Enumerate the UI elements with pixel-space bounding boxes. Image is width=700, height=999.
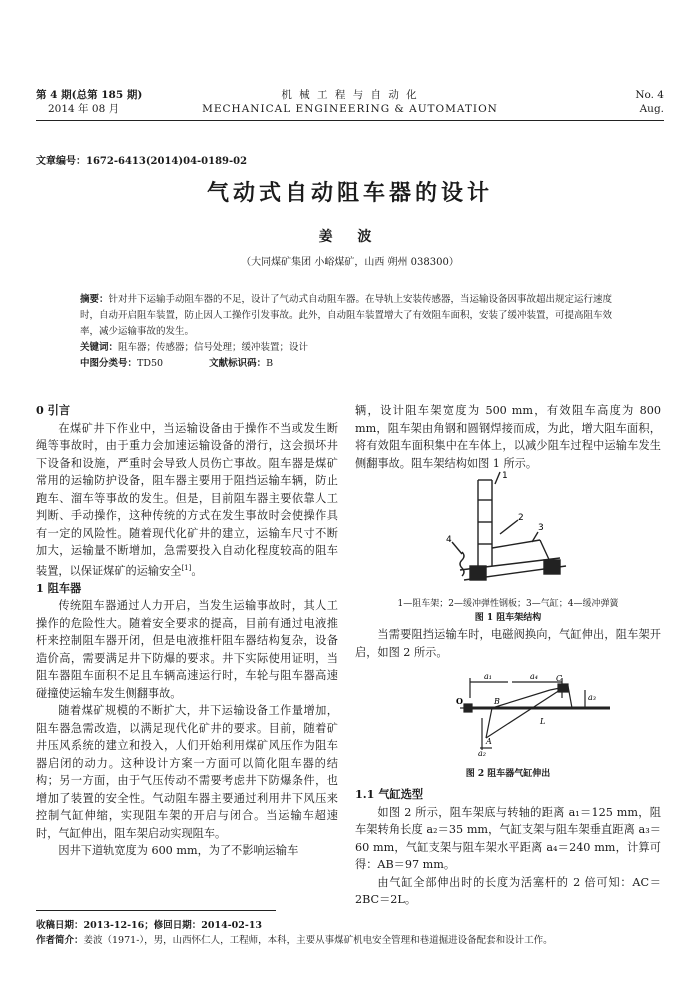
right-column-bottom: [355, 786, 661, 909]
issue-no-en: No. 4: [635, 89, 664, 101]
section-0-paragraph: 在煤矿井下作业中，当运输设备由于操作不当或发生断绳等事故时，由于重力会加速运输设备的滑行，这会损坏井下设备和设施，严重时会导致人员伤亡事故。阻车器是煤矿常用的运输防护设备，阻车器主要用于阻挡运输车辆，防止跑车、溜车等事故的发生。但是，目前阻车器主要依靠人工判断、手动操作，这种传统的方式在发生事故时会使操作具有一定的风险性。随着现代化矿井的建立，运输车尺寸不断加大，运输量不断增加，急需要投入自动化程度较高的阻车装置，以保证煤矿的运输安全[1]。: [36, 421, 338, 578]
fig2-label-B: B: [494, 697, 500, 706]
fig2-label-a1: a₁: [484, 672, 492, 681]
clc: TD50: [137, 358, 164, 369]
fig1-label-3: 3: [538, 523, 544, 533]
abstract-label: 摘要：: [80, 294, 109, 305]
fig2-label-A: A: [486, 737, 492, 746]
left-column: [36, 402, 338, 860]
right-column-top: [355, 402, 661, 472]
section-1-paragraph-2: 随着煤矿规模的不断扩大，井下运输设备工作量增加，阻车器急需改造，以满足现代化矿井的要求。目前，随着矿井压风系统的建立和投入，人们开始利用煤矿风压作为阻车器启闭的动力。这种设计方案一方面可以简化阻车器的结构；另一方面，由于气压传动不需要考虑井下防爆条件，也增加了装置的安全性。气动阻车器主要通过利用井下风压来控制气缸伸缩，实现阻车架的开启与闭合。当运输车超速时，气缸伸出，阻车架启动实现阻车。: [36, 704, 338, 840]
author-bio: 作者简介：姜波（1971-），男，山西怀仁人，工程师，本科，主要从事煤矿机电安全管理和巷道掘进设备配套和设计工作。: [36, 935, 553, 946]
fig2-label-a3: a₃: [588, 693, 596, 702]
right-column-middle: [355, 626, 661, 661]
fig1-label-2: 2: [518, 513, 524, 523]
section-1-heading: 1 阻车器: [36, 580, 82, 595]
keywords-label: 关键词：: [80, 342, 119, 353]
received-date: 收稿日期：2013-12-16；修回日期：2014-02-13: [36, 920, 263, 931]
right-paragraph-2: 当需要阻挡运输车时，电磁阀换向，气缸伸出，阻车架开启，如图 2 所示。: [355, 628, 661, 659]
section-1-paragraph-1: 传统阻车器通过人力开启，当发生运输事故时，其人工操作的危险性大。随着安全要求的提高，目前有通过电液推杆来控制阻车器开闭，但是电液推杆阻车器结构复杂，设备造价高，需要满足井下防爆的要求。井下实际使用证明，当阻车器阻车面积不足且车辆高速运行时，车轮与阻车器高速碰撞使运输车发生侧翻事故。: [36, 599, 338, 700]
issue-date: 2014 年 08 月: [48, 103, 120, 115]
header-rule: [36, 120, 664, 121]
fig1-label-1: 1: [502, 471, 508, 481]
fig1-label-4: 4: [446, 535, 452, 545]
fig2-label-C: C: [556, 674, 563, 683]
fig2-label-a2: a₂: [478, 749, 486, 758]
journal-name: [0, 88, 700, 116]
right-paragraph-4: 由气缸全部伸出时的长度为活塞杆的 2 倍可知：AC＝2BC＝2L。: [355, 875, 661, 906]
figure-2-drawing: [450, 668, 620, 758]
citation-1: [1]: [181, 563, 192, 572]
issue-info-en: [635, 88, 664, 116]
keywords: 阻车器；传感器；信号处理；缓冲装置；设计: [118, 342, 309, 353]
article-number: 文章编号：1672-6413(2014)04-0189-02: [36, 156, 248, 167]
figure-1-drawing: [440, 470, 590, 590]
doc-code-label: 文献标识码：: [209, 358, 267, 369]
journal-name-en: MECHANICAL ENGINEERING & AUTOMATION: [202, 103, 498, 115]
page-title: 气动式自动阻车器的设计: [206, 180, 493, 206]
figure-2-caption: 图 2 阻车器气缸伸出: [465, 769, 551, 779]
fig2-label-a4: a₄: [530, 672, 538, 681]
affiliation: （大同煤矿集团 小峪煤矿，山西 朔州 038300）: [241, 257, 459, 268]
fig2-label-L: L: [540, 717, 546, 726]
doc-code: B: [266, 358, 274, 369]
abstract: [80, 292, 620, 372]
fig2-label-O: O: [456, 696, 463, 706]
right-paragraph-1: 辆，设计阻车架宽度为 500 mm，有效阻车高度为 800 mm，阻车架由角钢和圆钢焊接而成，为此，增大阻车面积，将有效阻车面积集中在车体上，以减少阻车过程中运输车发生侧翻事故。阻车架结构如图 1 所示。: [355, 404, 661, 470]
figure-1-caption: 图 1 阻车架结构: [474, 613, 542, 623]
journal-name-cn: 机 械 工 程 与 自 动 化: [281, 89, 419, 101]
footnote: [36, 918, 664, 948]
issue-number: 第 4 期(总第 185 期): [36, 89, 143, 101]
author: 姜 波: [318, 229, 382, 245]
abstract-text: 针对井下运输手动阻车器的不足，设计了气动式自动阻车器。在导轨上安装传感器，当运输设备因事故超出规定运行速度时，自动开启阻车装置，防止因人工操作引发事故。此外，自动阻车装置增大了有效阻车面积，安装了缓冲装置，可提高阻车效率，减少运输事故的发生。: [80, 294, 613, 337]
footnote-rule: [36, 910, 276, 911]
right-paragraph-3: 如图 2 所示，阻车架底与转轴的距离 a₁＝125 mm，阻车架转角长度 a₂＝35 mm，气缸支架与阻车架垂直距离 a₃＝60 mm，气缸支架与阻车架水平距离 a₄＝240 mm，计算可得：AB＝97 mm。: [355, 805, 661, 871]
section-1-paragraph-3: 因井下道轨宽度为 600 mm，为了不影响运输车: [58, 844, 299, 858]
clc-label: 中图分类号：: [80, 358, 138, 369]
figure-1-legend: 1—阻车架；2—缓冲弹性钢板；3—气缸；4—缓冲弹簧: [397, 599, 619, 609]
issue-month-en: Aug.: [639, 103, 664, 115]
section-0-heading: 0 引言: [36, 403, 71, 417]
section-1-1-heading: 1.1 气缸选型: [355, 787, 424, 801]
